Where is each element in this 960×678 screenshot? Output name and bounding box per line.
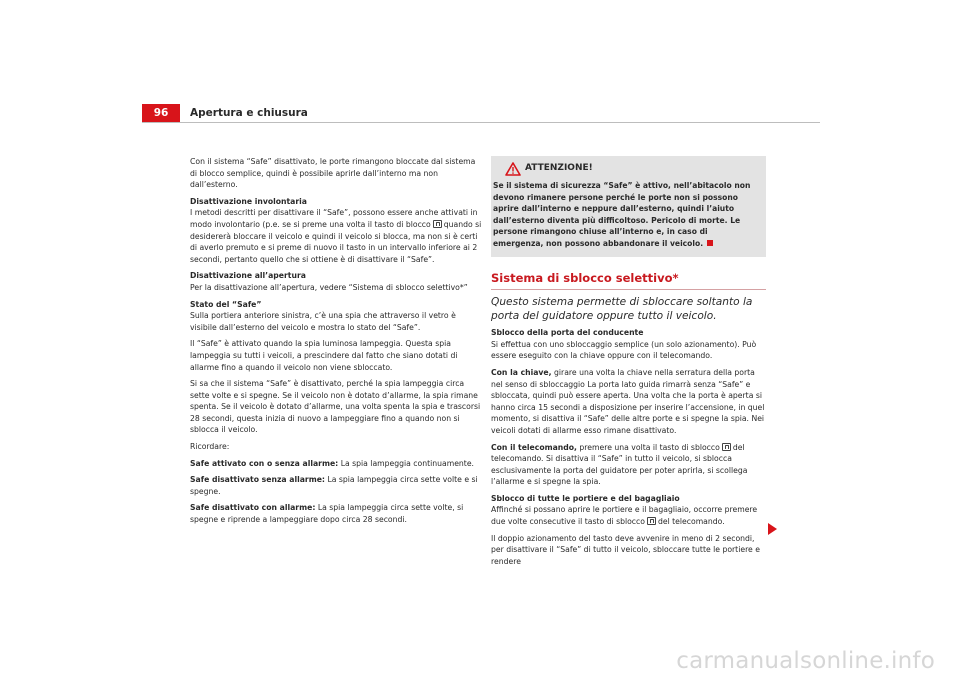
paragraph-stato-1: Sulla portiera anteriore sinistra, c’è una spia che attraverso il vetro è visibile dall’esterno del veicolo e mostra lo stato del “Safe”.	[190, 311, 456, 332]
paragraph-text: I metodi descritti per disattivare il “Safe”, possono essere anche attivati in modo involontario (p.e. se si preme una volta il tasto di blocco	[190, 208, 478, 229]
paragraph-conducente: Si effettua con uno sbloccaggio semplice (un solo azionamento). Può essere eseguito con la chiave oppure con il telecomando.	[491, 339, 757, 361]
paragraph-apertura: Per la disattivazione all’apertura, vedere “Sistema di sblocco selettivo*”	[190, 282, 468, 292]
paragraph-text: quando si desidererà bloccare il veicolo e quindi il veicolo si blocca, ma non si è certi di averlo premuto e si preme di nuovo il tasto in un intervallo inferiore ai 2 secondi, pertanto quello che si ottiene è di disattivare il “Safe”.	[190, 219, 482, 264]
lock-key-icon	[433, 220, 442, 228]
warning-title: ATTENZIONE!	[525, 163, 593, 174]
left-column	[190, 156, 482, 531]
reminder-label: Safe attivato con o senza allarme:	[190, 458, 339, 468]
heading-apertura: Disattivazione all’apertura	[190, 271, 306, 281]
unlock-key-icon	[647, 517, 656, 525]
paragraph-involontaria	[190, 207, 482, 265]
reminder-text: La spia lampeggia circa sette volte e si spegne.	[190, 475, 478, 496]
warning-body: Se il sistema di sicurezza “Safe” è attivo, nell’abitacolo non devono rimanere persone perché le porte non si possono aprire dall’interno e neppure dall’esterno, quindi l’aiuto dall’esterno diventa più difficoltoso. Pericolo di morte. Le persone rimangono chiuse all’interno e, in caso di emergenza, non possono abbandonare il veicolo.	[493, 181, 751, 248]
telecomando-label: Con il telecomando,	[491, 442, 577, 452]
paragraph-telecomando	[491, 442, 766, 488]
page-title: Apertura e chiusura	[190, 107, 308, 119]
paragraph-text: Affinché si possano aprire le portiere e il bagagliaio, occorre premere due volte consecutive il tasto di sblocco	[491, 505, 758, 527]
heading-involontaria: Disattivazione involontaria	[190, 196, 307, 206]
chiave-label: Con la chiave,	[491, 367, 552, 377]
section-subtitle: Questo sistema permette di sbloccare soltanto la porta del guidatore oppure tutto il veicolo.	[491, 296, 753, 323]
paragraph-stato-3: Si sa che il sistema “Safe” è disattivato, perché la spia lampeggia circa sette volte e si spegne. Se il veicolo non è dotato d’allarme, la spia rimane spenta. Se il veicolo è dotato d’allarme, una volta spenta la spia e trascorsi 28 secondi, questa inizia di nuovo a lampeggiare fino a quando non si sblocca il veicolo.	[190, 379, 481, 435]
watermark: carmanualsonline.info	[676, 648, 935, 674]
telecomando-text: premere una volta il tasto di sblocco	[576, 442, 720, 452]
header-divider	[142, 122, 820, 123]
heading-stato: Stato del “Safe”	[190, 299, 262, 309]
next-page-arrow-icon	[768, 523, 777, 535]
reminder-item-2	[190, 474, 482, 497]
right-column	[491, 156, 766, 572]
reminder-item-3	[190, 502, 482, 525]
unlock-key-icon	[722, 443, 731, 451]
warning-triangle-icon	[505, 162, 521, 176]
section-title: Sistema di sblocco selettivo*	[491, 273, 766, 291]
reminder-label: Safe disattivato con allarme:	[190, 503, 316, 513]
reminder-text: La spia lampeggia continuamente.	[338, 458, 474, 468]
intro-paragraph: Con il sistema “Safe” disattivato, le porte rimangono bloccate dal sistema di blocco semplice, quindi è possibile aprirle dall’interno ma non dall’esterno.	[190, 157, 476, 190]
heading-conducente: Sblocco della porta del conducente	[491, 328, 644, 338]
chiave-text: girare una volta la chiave nella serratura della porta nel senso di sbloccaggio La porta lato guida rimarrà senza “Safe” e sbloccata, quindi può essere aperta. Una volta che la porta è aperta si hanno circa 15 secondi a disposizione per inserire l’accensione, in quel momento, si disattiva il “Safe” delle altre porte e si spegne la spia. Nei veicoli dotati di allarme esso rimane disattivato.	[491, 367, 765, 435]
end-marker-icon	[707, 240, 713, 246]
warning-text	[493, 180, 760, 250]
warning-box	[491, 156, 766, 257]
paragraph-stato-2: Il “Safe” è attivato quando la spia luminosa lampeggia. Questa spia lampeggia su tutti i veicoli, a prescindere dal fatto che siano dotati di allarme fino a quando il veicolo non viene sbloccato.	[190, 339, 458, 372]
paragraph-chiave	[491, 367, 766, 437]
reminder-label: Safe disattivato senza allarme:	[190, 475, 326, 485]
ricordare-label: Ricordare:	[190, 442, 230, 452]
paragraph-tutte-2: Il doppio azionamento del tasto deve avvenire in meno di 2 secondi, per disattivare il “Safe” di tutto il veicolo, sbloccare tutte le portiere e rendere	[491, 533, 760, 566]
reminder-text: La spia lampeggia circa sette volte, si spegne e riprende a lampeggiare dopo circa 28 secondi.	[190, 503, 464, 525]
paragraph-tutte-1	[491, 504, 766, 527]
warning-header	[505, 162, 760, 176]
heading-tutte-portiere: Sblocco di tutte le portiere e del bagagliaio	[491, 493, 680, 503]
page-number: 96	[142, 104, 180, 122]
reminder-item-1	[190, 458, 482, 470]
paragraph-text: del telecomando.	[657, 517, 725, 527]
telecomando-text-2: del telecomando. Si disattiva il “Safe” in tutto il veicolo, si sblocca esclusivamente la porta del guidatore per poter aprirla, si scollega l’allarme e si spegne la spia.	[491, 442, 748, 487]
